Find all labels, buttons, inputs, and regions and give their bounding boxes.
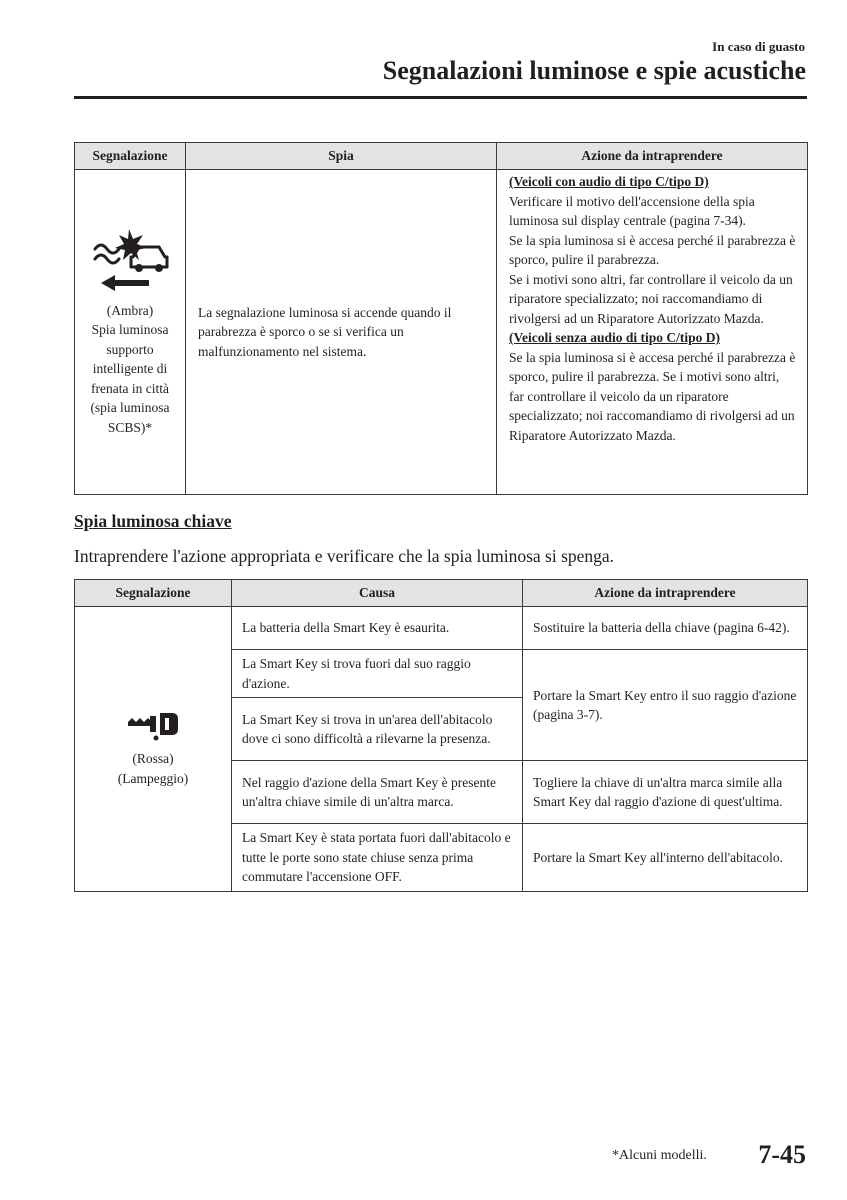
table-header-row [75, 580, 808, 607]
column-header-action: Azione da intraprendere [497, 143, 808, 170]
page-number: 7-45 [758, 1140, 806, 1169]
cause-cell: La Smart Key è stata portata fuori dall'abitacolo e tutte le porte sono state chiuse senza prima commutare l'accensione OFF. [232, 824, 523, 892]
column-header-spia: Spia [186, 143, 497, 170]
table-row [75, 607, 808, 650]
page-title: Segnalazioni luminose e spie acustiche [382, 56, 806, 85]
section-intro: Intraprendere l'azione appropriata e verificare che la spia luminosa si spenga. [74, 546, 615, 566]
key-warning-table [74, 579, 808, 892]
action-cell [497, 170, 808, 495]
header-rule [74, 96, 807, 99]
key-warning-light-icon [126, 709, 180, 741]
action-cell: Sostituire la batteria della chiave (pagina 6-42). [523, 607, 808, 650]
footnote: *Alcuni modelli. [612, 1148, 707, 1163]
signal-label: (Rossa) (Lampeggio) [117, 751, 189, 786]
column-header-cause: Causa [232, 580, 523, 607]
action-subheading-no-audio-cd: (Veicoli senza audio di tipo C/tipo D) [509, 330, 721, 345]
signal-label: (Ambra) Spia luminosa supporto intelligente di frenata in città (spia luminosa SCBS)* [90, 302, 170, 435]
signal-cell [75, 607, 232, 892]
action-cell: Portare la Smart Key all'interno dell'abitacolo. [523, 824, 808, 892]
signal-cell [75, 170, 186, 495]
scbs-warning-light-icon [89, 227, 171, 291]
section-heading: Spia luminosa chiave [74, 511, 232, 531]
table-header-row [75, 143, 808, 170]
action-cell: Portare la Smart Key entro il suo raggio d'azione (pagina 3-7). [523, 650, 808, 761]
cause-cell: La Smart Key si trova fuori dal suo raggio d'azione. [232, 650, 523, 698]
column-header-signal: Segnalazione [75, 580, 232, 607]
spia-description: La segnalazione luminosa si accende quando il parabrezza è sporco o se si verifica un malfunzionamento nel sistema. [186, 170, 497, 495]
cause-cell: La batteria della Smart Key è esaurita. [232, 607, 523, 650]
action-text-no-audio-cd: Se la spia luminosa si è accesa perché il parabrezza è sporco, pulire il parabrezza. Se i motivi sono altri, far controllare il veicolo da un riparatore specializzato; noi raccomandiamo di rivolgersi ad un Riparatore Autorizzato Mazda. [509, 349, 796, 443]
running-header-section: In caso di guasto [712, 39, 805, 54]
scbs-warning-table [74, 142, 808, 495]
action-cell: Togliere la chiave di un'altra marca simile alla Smart Key dal raggio d'azione di quest'ultima. [523, 761, 808, 824]
cause-cell: La Smart Key si trova in un'area dell'abitacolo dove ci sono difficoltà a rilevarne la presenza. [232, 698, 523, 761]
column-header-signal: Segnalazione [75, 143, 186, 170]
cause-cell: Nel raggio d'azione della Smart Key è presente un'altra chiave simile di un'altra marca. [232, 761, 523, 824]
action-subheading-audio-cd: (Veicoli con audio di tipo C/tipo D) [509, 174, 709, 189]
column-header-action: Azione da intraprendere [523, 580, 808, 607]
table-row [75, 170, 808, 495]
action-text-audio-cd: Verificare il motivo dell'accensione della spia luminosa sul display centrale (pagina 7-34). Se la spia luminosa si è accesa perché il parabrezza è sporco, pulire il parabrezza. Se i motivi sono altri, far controllare il veicolo da un riparatore specializzato; noi raccomandiamo di rivolgersi ad un Riparatore Autorizzato Mazda. [509, 193, 796, 326]
